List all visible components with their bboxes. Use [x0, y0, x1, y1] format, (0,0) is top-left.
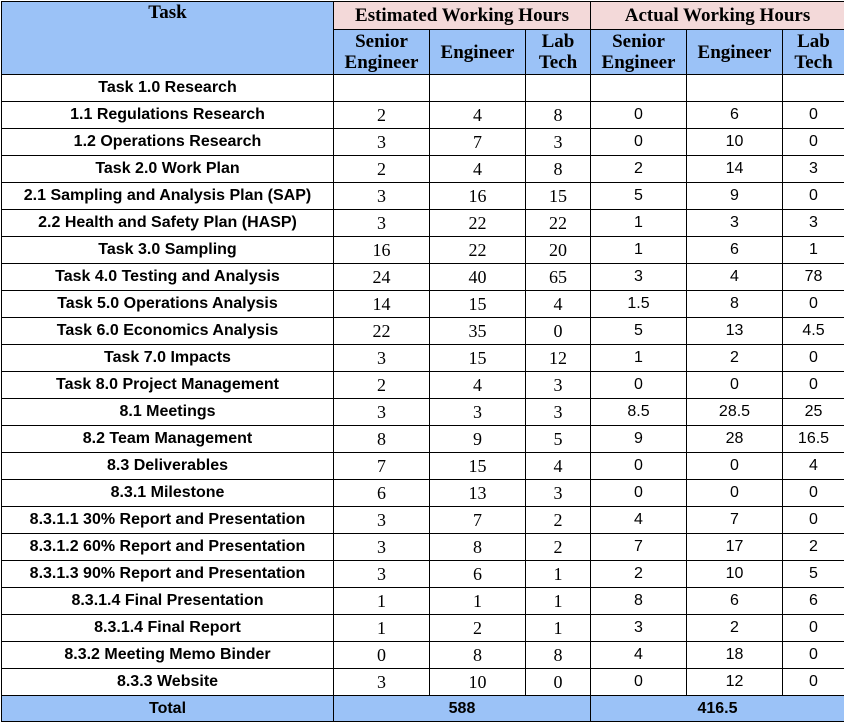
- estimated-lab-tech-cell: [526, 75, 591, 102]
- actual-lab-tech-cell: 3: [783, 210, 844, 237]
- actual-lab-tech-cell: 6: [783, 588, 844, 615]
- total-label: Total: [2, 696, 334, 722]
- actual-lab-tech-cell: 0: [783, 183, 844, 210]
- actual-senior-engineer-cell: 1: [591, 237, 687, 264]
- actual-engineer-cell: 10: [687, 561, 783, 588]
- working-hours-table: [1, 1, 844, 722]
- table-row: [2, 75, 844, 102]
- actual-senior-engineer-cell: 4: [591, 507, 687, 534]
- actual-engineer-cell: 14: [687, 156, 783, 183]
- estimated-senior-engineer-cell: 0: [334, 642, 430, 669]
- estimated-lab-tech-cell: 3: [526, 399, 591, 426]
- table-row: [2, 291, 844, 318]
- actual-engineer-cell: 18: [687, 642, 783, 669]
- actual-lab-tech-cell: 0: [783, 291, 844, 318]
- actual-engineer-cell: 12: [687, 669, 783, 696]
- estimated-lab-tech-cell: 20: [526, 237, 591, 264]
- estimated-lab-tech-cell: 65: [526, 264, 591, 291]
- task-name-cell: 2.2 Health and Safety Plan (HASP): [2, 210, 334, 237]
- task-name-cell: 8.3.1.3 90% Report and Presentation: [2, 561, 334, 588]
- actual-engineer-cell: 2: [687, 615, 783, 642]
- actual-senior-engineer-cell: 5: [591, 318, 687, 345]
- table-row: [2, 102, 844, 129]
- actual-senior-engineer-cell: 0: [591, 669, 687, 696]
- actual-lab-tech-cell: 1: [783, 237, 844, 264]
- actual-senior-engineer-cell: 7: [591, 534, 687, 561]
- actual-senior-engineer-cell: 5: [591, 183, 687, 210]
- actual-engineer-cell: 7: [687, 507, 783, 534]
- estimated-engineer-cell: 15: [430, 345, 526, 372]
- estimated-engineer-cell: 8: [430, 642, 526, 669]
- estimated-lab-tech-cell: 3: [526, 372, 591, 399]
- estimated-lab-tech-cell: 8: [526, 642, 591, 669]
- estimated-senior-engineer-cell: [334, 75, 430, 102]
- estimated-senior-engineer-cell: 2: [334, 372, 430, 399]
- total-row: [2, 696, 844, 722]
- estimated-senior-engineer-cell: 2: [334, 156, 430, 183]
- estimated-lab-tech-cell: 8: [526, 102, 591, 129]
- estimated-senior-engineer-cell: 22: [334, 318, 430, 345]
- estimated-engineer-cell: 7: [430, 129, 526, 156]
- estimated-senior-engineer-cell: 1: [334, 615, 430, 642]
- actual-senior-engineer-cell: 2: [591, 156, 687, 183]
- estimated-senior-engineer-cell: 1: [334, 588, 430, 615]
- estimated-lab-tech-header: Lab Tech: [526, 30, 591, 75]
- actual-lab-tech-cell: 78: [783, 264, 844, 291]
- estimated-engineer-cell: 15: [430, 291, 526, 318]
- task-name-cell: 8.3.1.4 Final Presentation: [2, 588, 334, 615]
- estimated-lab-tech-cell: 1: [526, 588, 591, 615]
- estimated-engineer-cell: 40: [430, 264, 526, 291]
- estimated-lab-tech-cell: 0: [526, 669, 591, 696]
- actual-engineer-cell: 6: [687, 102, 783, 129]
- actual-lab-tech-cell: 16.5: [783, 426, 844, 453]
- estimated-engineer-cell: [430, 75, 526, 102]
- actual-lab-tech-cell: 0: [783, 480, 844, 507]
- table-row: [2, 345, 844, 372]
- actual-senior-engineer-cell: 4: [591, 642, 687, 669]
- table-row: [2, 507, 844, 534]
- actual-senior-engineer-cell: 0: [591, 372, 687, 399]
- estimated-senior-engineer-header: Senior Engineer: [334, 30, 430, 75]
- table-row: [2, 669, 844, 696]
- actual-lab-tech-cell: 0: [783, 129, 844, 156]
- estimated-engineer-cell: 16: [430, 183, 526, 210]
- task-name-cell: 8.3.1.4 Final Report: [2, 615, 334, 642]
- task-name-cell: 8.3.3 Website: [2, 669, 334, 696]
- actual-engineer-cell: 6: [687, 588, 783, 615]
- estimated-senior-engineer-cell: 3: [334, 129, 430, 156]
- estimated-lab-tech-cell: 4: [526, 291, 591, 318]
- table-row: [2, 615, 844, 642]
- actual-engineer-cell: 0: [687, 453, 783, 480]
- estimated-senior-engineer-cell: 3: [334, 669, 430, 696]
- task-name-cell: Task 1.0 Research: [2, 75, 334, 102]
- task-name-cell: 2.1 Sampling and Analysis Plan (SAP): [2, 183, 334, 210]
- estimated-senior-engineer-cell: 3: [334, 210, 430, 237]
- estimated-engineer-cell: 3: [430, 399, 526, 426]
- actual-senior-engineer-cell: 2: [591, 561, 687, 588]
- task-name-cell: 8.3 Deliverables: [2, 453, 334, 480]
- actual-senior-engineer-cell: 0: [591, 480, 687, 507]
- actual-engineer-cell: [687, 75, 783, 102]
- actual-engineer-cell: 8: [687, 291, 783, 318]
- estimated-engineer-cell: 4: [430, 156, 526, 183]
- actual-engineer-cell: 10: [687, 129, 783, 156]
- estimated-senior-engineer-cell: 3: [334, 183, 430, 210]
- estimated-lab-tech-cell: 4: [526, 453, 591, 480]
- task-rows: [2, 75, 844, 696]
- estimated-lab-tech-cell: 2: [526, 534, 591, 561]
- actual-senior-engineer-cell: 3: [591, 615, 687, 642]
- estimated-lab-tech-cell: 15: [526, 183, 591, 210]
- estimated-senior-engineer-cell: 3: [334, 534, 430, 561]
- table-row: [2, 156, 844, 183]
- estimated-senior-engineer-cell: 3: [334, 507, 430, 534]
- estimated-engineer-cell: 9: [430, 426, 526, 453]
- actual-lab-tech-cell: 0: [783, 102, 844, 129]
- estimated-lab-tech-cell: 3: [526, 129, 591, 156]
- actual-senior-engineer-cell: [591, 75, 687, 102]
- actual-lab-tech-cell: 4: [783, 453, 844, 480]
- estimated-senior-engineer-cell: 16: [334, 237, 430, 264]
- actual-engineer-cell: 13: [687, 318, 783, 345]
- task-name-cell: 8.3.1.2 60% Report and Presentation: [2, 534, 334, 561]
- actual-engineer-header: Engineer: [687, 30, 783, 75]
- task-name-cell: 8.3.1.1 30% Report and Presentation: [2, 507, 334, 534]
- actual-engineer-cell: 0: [687, 372, 783, 399]
- table-row: [2, 561, 844, 588]
- actual-engineer-cell: 0: [687, 480, 783, 507]
- actual-senior-engineer-cell: 3: [591, 264, 687, 291]
- estimated-engineer-cell: 22: [430, 237, 526, 264]
- estimated-lab-tech-cell: 0: [526, 318, 591, 345]
- estimated-engineer-cell: 35: [430, 318, 526, 345]
- estimated-engineer-cell: 15: [430, 453, 526, 480]
- actual-senior-engineer-cell: 0: [591, 453, 687, 480]
- estimated-engineer-cell: 4: [430, 372, 526, 399]
- actual-lab-tech-cell: 0: [783, 507, 844, 534]
- task-name-cell: Task 2.0 Work Plan: [2, 156, 334, 183]
- task-name-cell: Task 6.0 Economics Analysis: [2, 318, 334, 345]
- task-name-cell: 1.1 Regulations Research: [2, 102, 334, 129]
- table-row: [2, 264, 844, 291]
- task-header-label: Task: [2, 2, 333, 24]
- actual-lab-tech-cell: 2: [783, 534, 844, 561]
- table-row: [2, 129, 844, 156]
- estimated-engineer-header: Engineer: [430, 30, 526, 75]
- table-row: [2, 210, 844, 237]
- estimated-lab-tech-cell: 1: [526, 615, 591, 642]
- actual-engineer-cell: 4: [687, 264, 783, 291]
- actual-lab-tech-header: Lab Tech: [783, 30, 844, 75]
- table-row: [2, 318, 844, 345]
- actual-senior-engineer-cell: 1: [591, 210, 687, 237]
- table-row: [2, 183, 844, 210]
- actual-engineer-cell: 9: [687, 183, 783, 210]
- actual-senior-engineer-cell: 8.5: [591, 399, 687, 426]
- task-name-cell: 8.3.2 Meeting Memo Binder: [2, 642, 334, 669]
- actual-lab-tech-cell: 0: [783, 345, 844, 372]
- table-row: [2, 642, 844, 669]
- table-row: [2, 237, 844, 264]
- task-column-header: [2, 2, 334, 75]
- table-row: [2, 453, 844, 480]
- total-actual-hours: 416.5: [591, 696, 844, 722]
- actual-senior-engineer-header: Senior Engineer: [591, 30, 687, 75]
- actual-senior-engineer-cell: 9: [591, 426, 687, 453]
- estimated-senior-engineer-cell: 24: [334, 264, 430, 291]
- task-name-cell: Task 4.0 Testing and Analysis: [2, 264, 334, 291]
- task-name-cell: 8.1 Meetings: [2, 399, 334, 426]
- actual-lab-tech-cell: 3: [783, 156, 844, 183]
- actual-lab-tech-cell: 0: [783, 615, 844, 642]
- actual-lab-tech-cell: 25: [783, 399, 844, 426]
- actual-engineer-cell: 6: [687, 237, 783, 264]
- actual-senior-engineer-cell: 8: [591, 588, 687, 615]
- estimated-engineer-cell: 22: [430, 210, 526, 237]
- actual-engineer-cell: 3: [687, 210, 783, 237]
- actual-lab-tech-cell: 0: [783, 669, 844, 696]
- actual-senior-engineer-cell: 1: [591, 345, 687, 372]
- estimated-engineer-cell: 4: [430, 102, 526, 129]
- actual-lab-tech-cell: 4.5: [783, 318, 844, 345]
- estimated-senior-engineer-cell: 8: [334, 426, 430, 453]
- estimated-senior-engineer-cell: 7: [334, 453, 430, 480]
- table-row: [2, 588, 844, 615]
- actual-senior-engineer-cell: 0: [591, 129, 687, 156]
- estimated-senior-engineer-cell: 6: [334, 480, 430, 507]
- task-name-cell: Task 5.0 Operations Analysis: [2, 291, 334, 318]
- total-estimated-hours: 588: [334, 696, 591, 722]
- estimated-lab-tech-cell: 2: [526, 507, 591, 534]
- estimated-senior-engineer-cell: 3: [334, 345, 430, 372]
- estimated-lab-tech-cell: 3: [526, 480, 591, 507]
- estimated-engineer-cell: 2: [430, 615, 526, 642]
- estimated-lab-tech-cell: 22: [526, 210, 591, 237]
- table-row: [2, 399, 844, 426]
- table-row: [2, 426, 844, 453]
- estimated-hours-group-header: Estimated Working Hours: [334, 2, 591, 30]
- actual-hours-group-header: Actual Working Hours: [591, 2, 844, 30]
- estimated-engineer-cell: 13: [430, 480, 526, 507]
- estimated-lab-tech-cell: 12: [526, 345, 591, 372]
- estimated-engineer-cell: 7: [430, 507, 526, 534]
- estimated-lab-tech-cell: 1: [526, 561, 591, 588]
- actual-engineer-cell: 17: [687, 534, 783, 561]
- table-row: [2, 372, 844, 399]
- estimated-lab-tech-cell: 8: [526, 156, 591, 183]
- task-name-cell: Task 7.0 Impacts: [2, 345, 334, 372]
- table-row: [2, 480, 844, 507]
- actual-engineer-cell: 28: [687, 426, 783, 453]
- actual-lab-tech-cell: 0: [783, 642, 844, 669]
- estimated-engineer-cell: 6: [430, 561, 526, 588]
- estimated-senior-engineer-cell: 3: [334, 561, 430, 588]
- estimated-engineer-cell: 10: [430, 669, 526, 696]
- estimated-engineer-cell: 8: [430, 534, 526, 561]
- estimated-senior-engineer-cell: 2: [334, 102, 430, 129]
- actual-engineer-cell: 2: [687, 345, 783, 372]
- estimated-senior-engineer-cell: 14: [334, 291, 430, 318]
- estimated-engineer-cell: 1: [430, 588, 526, 615]
- task-name-cell: Task 8.0 Project Management: [2, 372, 334, 399]
- actual-senior-engineer-cell: 0: [591, 102, 687, 129]
- task-name-cell: 1.2 Operations Research: [2, 129, 334, 156]
- task-name-cell: Task 3.0 Sampling: [2, 237, 334, 264]
- actual-engineer-cell: 28.5: [687, 399, 783, 426]
- actual-lab-tech-cell: 5: [783, 561, 844, 588]
- actual-lab-tech-cell: 0: [783, 372, 844, 399]
- actual-lab-tech-cell: [783, 75, 844, 102]
- actual-senior-engineer-cell: 1.5: [591, 291, 687, 318]
- task-name-cell: 8.2 Team Management: [2, 426, 334, 453]
- estimated-lab-tech-cell: 5: [526, 426, 591, 453]
- estimated-senior-engineer-cell: 3: [334, 399, 430, 426]
- task-name-cell: 8.3.1 Milestone: [2, 480, 334, 507]
- table-row: [2, 534, 844, 561]
